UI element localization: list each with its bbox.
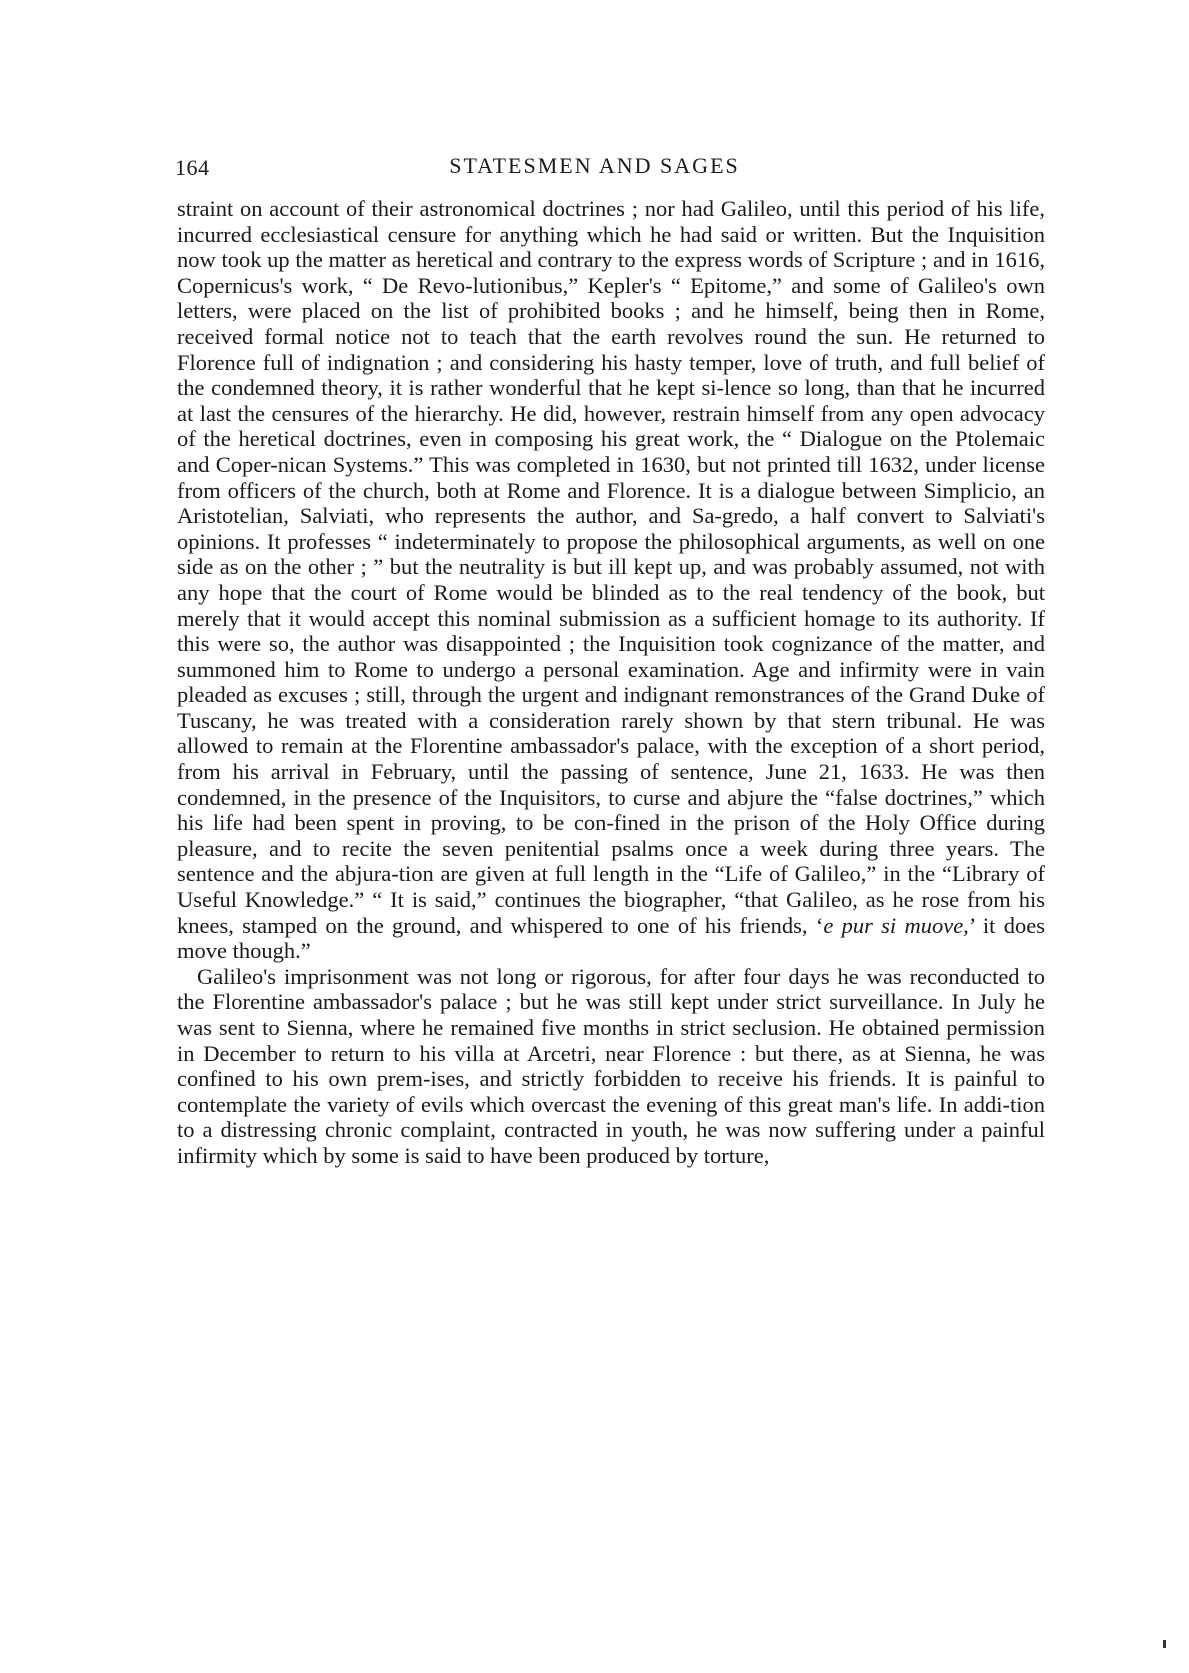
running-head: STATESMEN AND SAGES xyxy=(449,153,740,178)
paragraph-text: straint on account of their astronomical doctrines ; nor had Galileo, until this period of his life, incurred ecclesiastical censure for anything which he had said or written. But the Inquisition now took up the matter as heretical and contrary to the express words of Scripture ; and in 1616, Copernicus's work, “ De Revo-lutionibus,” Kepler's “ Epitome,” and some of Galileo's own letters, were placed on the list of prohibited books ; and he himself, being then in Rome, received formal notice not to teach that the earth revolves round the sun. He returned to Florence full of indignation ; and considering his hasty temper, love of truth, and full belief of the condemned theory, it is rather wonderful that he kept si-lence so long, than that he incurred at last the censures of the hierarchy. He did, however, restrain himself from any open advocacy of the heretical doctrines, even in composing his great work, the “ Dialogue on the Ptolemaic and Coper-nican Systems.” This was completed in 1630, but not printed till 1632, under license from officers of the church, both at Rome and Florence. It is a dialogue between Simplicio, an Aristotelian, Salviati, who represents the author, and Sa-gredo, a half convert to Salviati's opinions. It professes “ indeterminately to propose the philosophical arguments, as well on one side as on the other ; ” but the neutrality is but ill kept up, and was probably assumed, not with any hope that the court of Rome would be blinded as to the real tendency of the book, but merely that it would accept this nominal submission as a sufficient homage to its authority. If this were so, the author was disappointed ; the Inquisition took cognizance of the matter, and summoned him to Rome to undergo a personal examination. Age and infirmity were in vain pleaded as excuses ; still, through the urgent and indignant remonstrances of the Grand Duke of Tuscany, he was treated with a consideration rarely shown by that stern tribunal. He was allowed to remain at the Florentine ambassador's palace, with the exception of a short period, from his arrival in February, until the passing of sentence, June 21, 1633. He was then condemned, in the presence of the Inquisitors, to curse and abjure the “false doctrines,” which his life had been spent in proving, to be con-fined in the prison of the Holy Office during pleasure, and to recite the seven penitential psalms once a week during three years. The sentence and the abjura-tion are given at full length in the “Life of Galileo,” in the “Library of Useful Knowledge.” “ It is said,” continues the biographer, “that Galileo, as he rose from his knees, stamped on the ground, and whispered to one of his friends, ‘ xyxy=(177,196,1045,938)
paragraph xyxy=(177,196,1045,964)
page-number: 164 xyxy=(175,155,210,180)
italic-quote: e pur si muove, xyxy=(823,912,969,938)
paragraph: Galileo's imprisonment was not long or rigorous, for after four days he was reconducted to the Florentine ambassador's palace ; but he was still kept under strict surveillance. In July he was sent to Sienna, where he remained five months in strict seclusion. He obtained permission in December to return to his villa at Arcetri, near Florence : but there, as at Sienna, he was confined to his own prem-ises, and strictly forbidden to receive his friends. It is painful to contemplate the variety of evils which overcast the evening of this great man's life. In addi-tion to a distressing chronic complaint, contracted in youth, he was now suffering under a painful infirmity which by some is said to have been produced by torture, xyxy=(177,963,1045,1168)
page-edge-mark xyxy=(1163,1640,1166,1648)
paragraph-text-end: ’ it does move though.” xyxy=(177,912,1045,964)
body-text xyxy=(177,196,1045,1169)
